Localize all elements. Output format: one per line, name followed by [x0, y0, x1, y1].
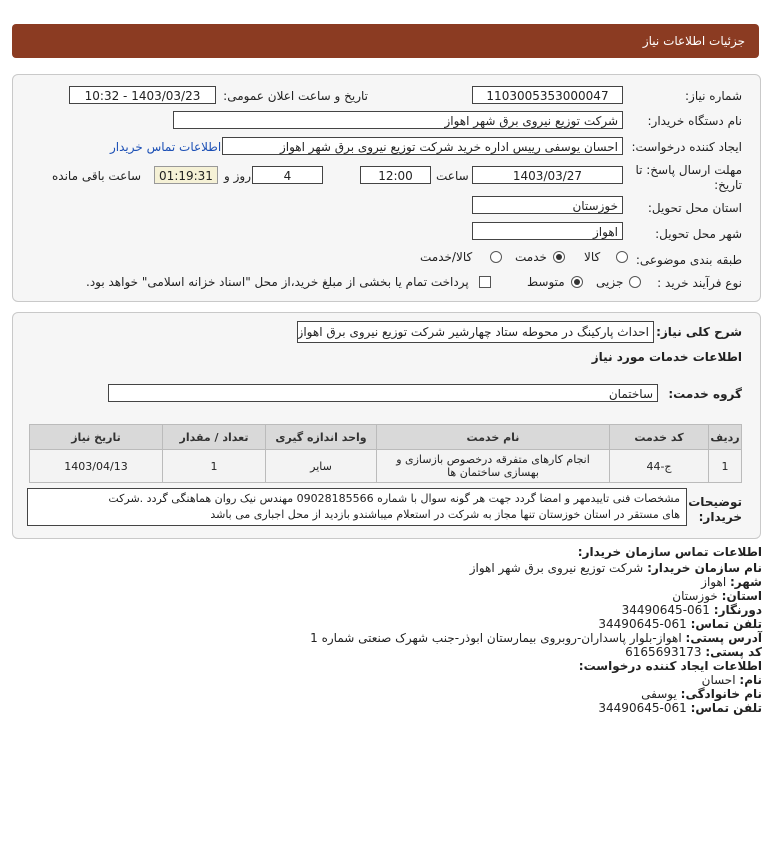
creator-first-name: احسان: [701, 673, 736, 687]
page-title: جزئیات اطلاعات نیاز: [642, 34, 745, 48]
deadline-label-line2: تاریخ:: [714, 178, 742, 192]
announce-date-field: 1403/03/23 - 10:32: [69, 86, 216, 104]
page-header: [12, 24, 759, 58]
need-number-field: 1103005353000047: [472, 86, 623, 104]
creator-title: اطلاعات ایجاد کننده درخواست:: [578, 659, 762, 673]
category-service-radio[interactable]: [553, 251, 565, 263]
contact-city: اهواز: [701, 575, 727, 589]
deadline-label-line1: مهلت ارسال پاسخ: تا: [635, 163, 742, 177]
contact-org-line: [470, 561, 762, 575]
need-number-label: شماره نیاز:: [685, 89, 742, 103]
col-code-header: کد خدمت: [610, 425, 709, 450]
contact-postal-label: کد پستی:: [705, 645, 762, 659]
contact-address-line: [310, 631, 762, 645]
table-header-row: [30, 425, 742, 450]
announce-date-label: تاریخ و ساعت اعلان عمومی:: [223, 89, 368, 103]
category-label: طبقه بندی موضوعی:: [635, 253, 742, 267]
contact-address: اهواز-بلوار پاسداران-روبروی بیمارستان ابوذر-جنب شهرک صنعتی شماره 1: [310, 631, 682, 645]
cell-name: انجام کارهای متفرقه درخصوص بازسازی و بهسازی ساختمان ها: [377, 450, 610, 483]
col-row-header: ردیف: [709, 425, 742, 450]
deadline-time-label: ساعت: [436, 169, 469, 183]
contact-city-label: شهر:: [730, 575, 762, 589]
process-medium-label: متوسط: [527, 275, 565, 289]
deadline-date-field: 1403/03/27: [472, 166, 623, 184]
remaining-time-field: 01:19:31: [154, 166, 218, 184]
contact-province: خوزستان: [672, 589, 718, 603]
col-name-header: نام خدمت: [377, 425, 610, 450]
contact-address-label: آدرس پستی:: [685, 631, 762, 645]
delivery-province-label: استان محل تحویل:: [647, 201, 742, 215]
services-title: اطلاعات خدمات مورد نیاز: [591, 350, 742, 364]
remaining-days-field: 4: [252, 166, 323, 184]
buyer-notes-line1: مشخصات فنی تاییدمهر و امضا گردد جهت هر گونه سوال با شماره 09028185566 مهندس نیک روان هماهنگی گردد .شرکت: [108, 492, 680, 505]
creator-phone-line: [598, 701, 762, 715]
contact-postal: 6165693173: [625, 645, 702, 659]
summary-label: شرح کلی نیاز:: [656, 325, 742, 339]
creator-last-name-label: نام خانوادگی:: [680, 687, 762, 701]
summary-field: احداث پارکینگ در محوطه ستاد چهارشیر شرکت توزیع نیروی برق اهواز: [297, 321, 654, 343]
cell-row: 1: [709, 450, 742, 483]
buyer-notes-box: [27, 488, 687, 526]
creator-last-name: یوسفی: [641, 687, 677, 701]
contact-phone-label: تلفن تماس:: [690, 617, 762, 631]
contact-province-line: [672, 589, 762, 603]
category-service-label: خدمت: [515, 250, 547, 264]
contact-phone: 061-34490645: [598, 617, 687, 631]
contact-city-line: [701, 575, 762, 589]
cell-unit: سایر: [266, 450, 377, 483]
category-goods-service-radio[interactable]: [490, 251, 502, 263]
table-row: [30, 450, 742, 483]
days-label: روز و: [224, 169, 251, 183]
col-qty-header: تعداد / مقدار: [163, 425, 266, 450]
contact-phone-line: [598, 617, 762, 631]
col-unit-header: واحد اندازه گیری: [266, 425, 377, 450]
col-date-header: تاریخ نیاز: [30, 425, 163, 450]
remaining-label: ساعت باقی مانده: [52, 169, 142, 183]
cell-date: 1403/04/13: [30, 450, 163, 483]
contact-fax-label: دورنگار:: [713, 603, 762, 617]
creator-first-name-line: [702, 673, 762, 687]
delivery-city-label: شهر محل تحویل:: [655, 227, 742, 241]
delivery-province-field: خوزستان: [472, 196, 623, 214]
service-group-label: گروه خدمت:: [668, 387, 742, 401]
process-label: نوع فرآیند خرید :: [657, 276, 742, 290]
process-medium-radio[interactable]: [571, 276, 583, 288]
buyer-org-label: نام دستگاه خریدار:: [647, 114, 742, 128]
buyer-notes-label-line1: توضیحات: [688, 495, 742, 509]
service-group-field: ساختمان: [108, 384, 658, 402]
creator-phone-label: تلفن تماس:: [690, 701, 762, 715]
contact-fax: 061-34490645: [621, 603, 710, 617]
category-goods-service-label: کالا/خدمت: [420, 250, 473, 264]
category-goods-radio[interactable]: [616, 251, 628, 263]
cell-qty: 1: [163, 450, 266, 483]
contact-title: اطلاعات تماس سازمان خریدار:: [577, 545, 762, 559]
treasury-payment-note: پرداخت تمام یا بخشی از مبلغ خرید،از محل "اسناد خزانه اسلامی" خواهد بود.: [86, 275, 469, 289]
delivery-city-field: اهواز: [472, 222, 623, 240]
process-minor-radio[interactable]: [629, 276, 641, 288]
need-info-panel: [12, 74, 761, 302]
category-goods-label: کالا: [584, 250, 601, 264]
treasury-payment-checkbox[interactable]: [479, 276, 491, 288]
buyer-notes-label-line2: خریدار:: [698, 510, 742, 524]
contact-org-label: نام سازمان خریدار:: [647, 561, 762, 575]
deadline-time-field: 12:00: [360, 166, 431, 184]
contact-fax-line: [622, 603, 762, 617]
cell-code: ج-44: [610, 450, 709, 483]
process-minor-label: جزیی: [596, 275, 624, 289]
requester-label: ایجاد کننده درخواست:: [631, 140, 742, 154]
contact-org: شرکت توزیع نیروی برق شهر اهواز: [469, 561, 644, 575]
buyer-notes-line2: های مستقر در استان خوزستان تنها مجاز به شرکت در استعلام میباشندو بازدید از محل اجباری می باشد: [210, 508, 680, 521]
creator-first-name-label: نام:: [739, 673, 762, 687]
creator-last-name-line: [641, 687, 762, 701]
requester-field: احسان یوسفی رییس اداره خرید شرکت توزیع نیروی برق شهر اهواز: [222, 137, 623, 155]
contact-province-label: استان:: [721, 589, 762, 603]
services-table: [29, 424, 742, 483]
creator-phone: 061-34490645: [598, 701, 687, 715]
buyer-contact-link[interactable]: اطلاعات تماس خریدار: [110, 140, 222, 154]
buyer-org-field: شرکت توزیع نیروی برق شهر اهواز: [173, 111, 623, 129]
contact-postal-line: [625, 645, 762, 659]
